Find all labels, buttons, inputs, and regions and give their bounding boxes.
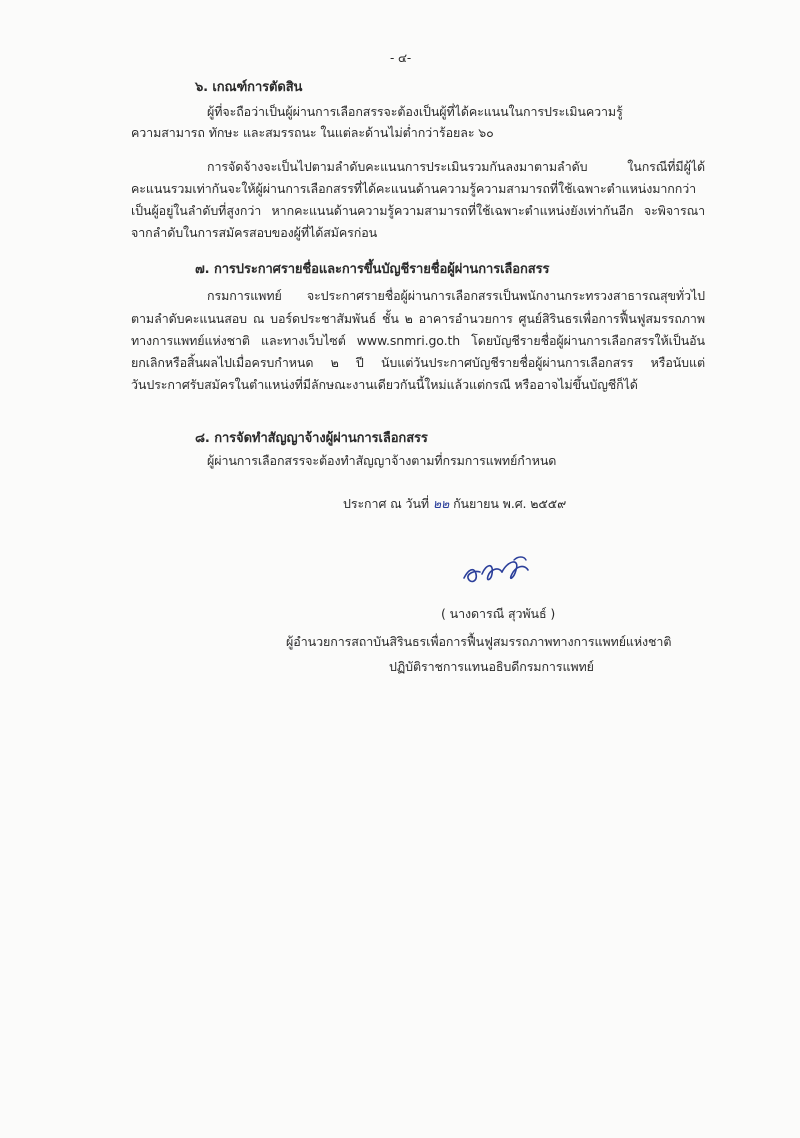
section-7-heading: ๗. การประกาศรายชื่อและการขึ้นบัญชีรายชื่อผู้ผ่านการเลือกสรร bbox=[195, 262, 550, 277]
announcement-prefix: ประกาศ ณ วันที่ bbox=[343, 496, 430, 511]
signer-position: ผู้อำนวยการสถาบันสิรินธรเพื่อการฟื้นฟูสมรรถภาพทางการแพทย์แห่งชาติ bbox=[286, 634, 672, 649]
signer-acting: ปฏิบัติราชการแทนอธิบดีกรมการแพทย์ bbox=[389, 659, 594, 674]
section-7-p1-line-2: ตามลำดับคะแนนสอบ ณ บอร์ดประชาสัมพันธ์ ชั้น ๒ อาคารอำนวยการ ศูนย์สิรินธรเพื่อการฟื้นฟูสมรรถภาพ bbox=[131, 311, 705, 326]
section-6-p1-line-1: ผู้ที่จะถือว่าเป็นผู้ผ่านการเลือกสรรจะต้องเป็นผู้ที่ได้คะแนนในการประเมินความรู้ bbox=[207, 104, 623, 119]
section-7-p1-line-3: ทางการแพทย์แห่งชาติ และทางเว็บไซต์ www.snmri.go.th โดยบัญชีรายชื่อผู้ผ่านการเลือกสรรให้เป็นอัน bbox=[131, 333, 705, 348]
page-number: - ๔- bbox=[390, 51, 412, 65]
section-6-p2-line-4: จากลำดับในการสมัครสอบของผู้ที่ได้สมัครก่อน bbox=[131, 225, 378, 240]
section-7-p1-line-5: วันประกาศรับสมัครในตำแหน่งที่มีลักษณะงานเดียวกันนี้ใหม่แล้วแต่กรณี หรืออาจไม่ขึ้นบัญชีก็ได้ bbox=[131, 377, 638, 392]
section-6-p2-line-3: เป็นผู้อยู่ในลำดับที่สูงกว่า หากคะแนนด้านความรู้ความสามารถที่ใช้เฉพาะตำแหน่งยังเท่ากันอีก จะพิจารณา bbox=[131, 203, 705, 218]
section-7-p1-line-4: ยกเลิกหรือสิ้นผลไปเมื่อครบกำหนด ๒ ปี นับแต่วันประกาศบัญชีรายชื่อผู้ผ่านการเลือกสรร หรือนับแต่ bbox=[131, 355, 705, 370]
section-8-heading: ๘. การจัดทำสัญญาจ้างผู้ผ่านการเลือกสรร bbox=[195, 431, 428, 446]
section-8-p1: ผู้ผ่านการเลือกสรรจะต้องทำสัญญาจ้างตามที่กรมการแพทย์กำหนด bbox=[207, 453, 557, 468]
section-7-p1-line-1: กรมการแพทย์ จะประกาศรายชื่อผู้ผ่านการเลือกสรรเป็นพนักงานกระทรวงสาธารณสุขทั่วไป bbox=[207, 288, 705, 303]
announcement-date bbox=[343, 496, 566, 512]
handwritten-signature bbox=[458, 552, 538, 592]
section-6-p2-line-1: การจัดจ้างจะเป็นไปตามลำดับคะแนนการประเมินรวมกันลงมาตามลำดับ ในกรณีที่มีผู้ได้ bbox=[207, 159, 705, 174]
section-6-p1-line-2: ความสามารถ ทักษะ และสมรรถนะ ในแต่ละด้านไม่ต่ำกว่าร้อยละ ๖๐ bbox=[131, 125, 494, 140]
announcement-day: ๒๒ bbox=[432, 496, 450, 511]
section-6-heading: ๖. เกณฑ์การตัดสิน bbox=[195, 80, 303, 95]
section-6-p2-line-2: คะแนนรวมเท่ากันจะให้ผู้ผ่านการเลือกสรรที่ได้คะแนนด้านความรู้ความสามารถที่ใช้เฉพาะตำแหน่งมากกว่า bbox=[131, 181, 697, 196]
announcement-suffix: กันยายน พ.ศ. ๒๕๕๙ bbox=[453, 496, 567, 511]
signer-name: ( นางดารณี สุวพันธ์ ) bbox=[441, 606, 556, 621]
